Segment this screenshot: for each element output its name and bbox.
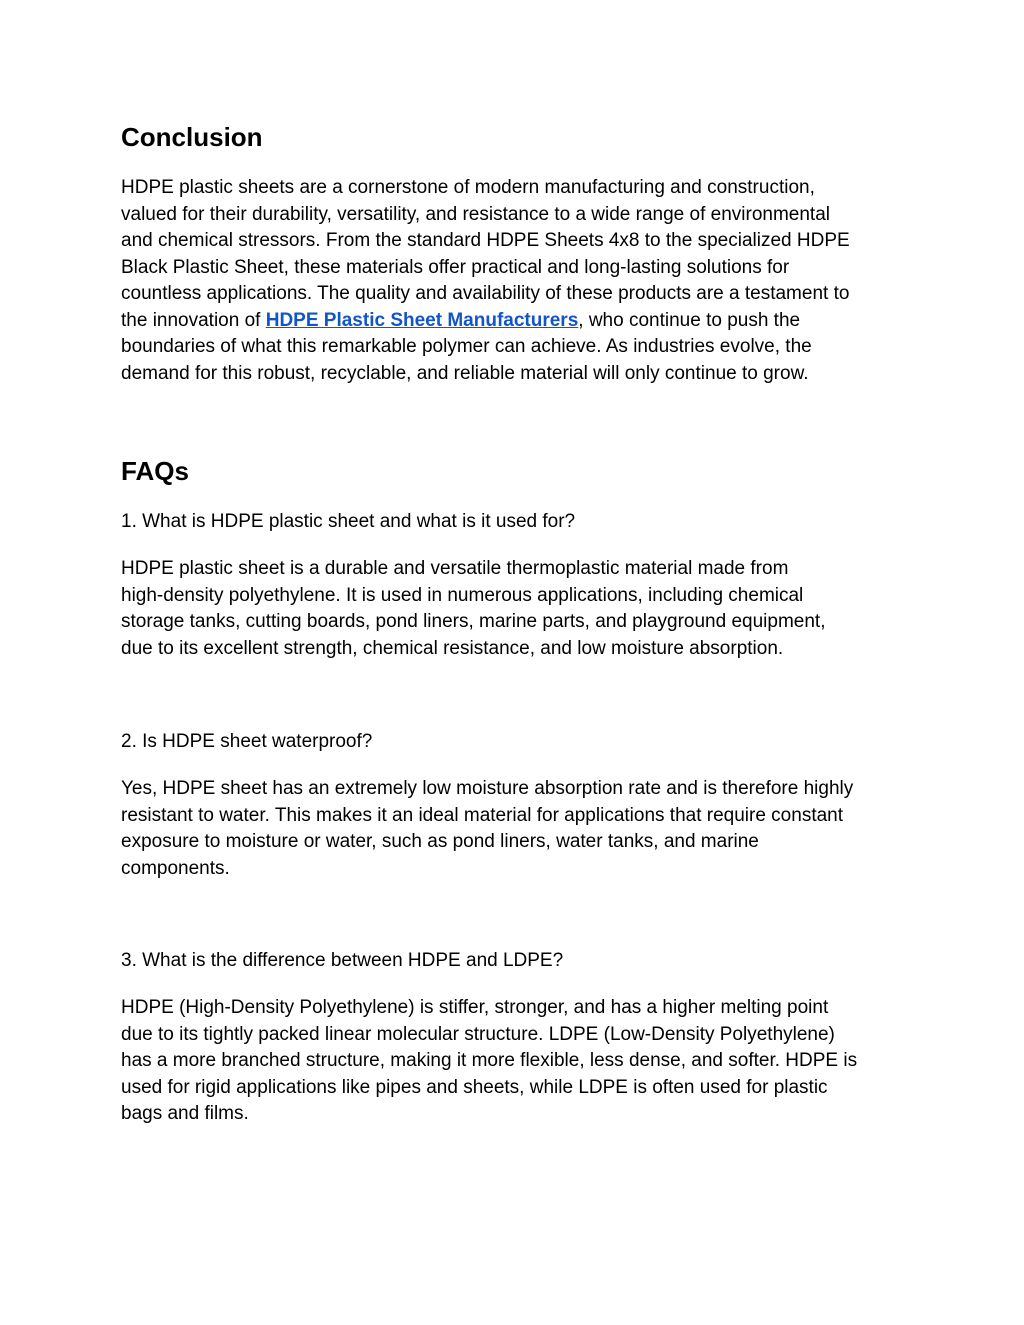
text-line: due to its excellent strength, chemical resistance, and low moisture absorption. — [121, 637, 784, 659]
text-line: has a more branched structure, making it more flexible, less dense, and softer. HDPE is — [121, 1050, 858, 1071]
text-line: components. — [121, 857, 230, 879]
faqs-heading: FAQs — [121, 456, 189, 486]
text-line: exposure to moisture or water, such as pond liners, water tanks, and marine — [121, 831, 759, 852]
conclusion-heading: Conclusion — [121, 122, 263, 152]
text-line: resistant to water. This makes it an ideal material for applications that require constant — [121, 804, 844, 826]
text-line: high-density polyethylene. It is used in numerous applications, including chemical — [121, 584, 804, 606]
text-line: HDPE plastic sheets are a cornerstone of modern manufacturing and construction, — [121, 177, 815, 198]
text-line: Yes, HDPE sheet has an extremely low moisture absorption rate and is therefore highly — [121, 778, 854, 799]
faq-answer — [121, 556, 825, 662]
text-line: Black Plastic Sheet, these materials offer practical and long-lasting solutions for — [121, 256, 790, 278]
text-line: HDPE (High-Density Polyethylene) is stiffer, stronger, and has a higher melting point — [121, 997, 829, 1018]
manufacturers-link[interactable]: HDPE Plastic Sheet Manufacturers — [265, 309, 579, 331]
text-line: storage tanks, cutting boards, pond liners, marine parts, and playground equipment, — [121, 611, 826, 632]
text-line: due to its tightly packed linear molecular structure. LDPE (Low-Density Polyethylene) — [121, 1023, 835, 1045]
text-line: and chemical stressors. From the standard HDPE Sheets 4x8 to the specialized HDPE — [121, 230, 850, 251]
text: , who continue to push the — [578, 309, 801, 331]
faq-question: 1. What is HDPE plastic sheet and what is it used for? — [121, 511, 576, 532]
conclusion-paragraph — [121, 175, 850, 387]
text-line: HDPE plastic sheet is a durable and versatile thermoplastic material made from — [121, 558, 789, 579]
text-line: bags and films. — [121, 1103, 249, 1124]
text: the innovation of — [121, 309, 266, 331]
faq-question: 2. Is HDPE sheet waterproof? — [121, 731, 373, 752]
faq-answer — [121, 995, 857, 1128]
text-line: used for rigid applications like pipes and sheets, while LDPE is often used for plastic — [121, 1076, 828, 1098]
text-line-with-link — [121, 308, 850, 335]
text-line: countless applications. The quality and availability of these products are a testament to — [121, 283, 850, 304]
text-line: boundaries of what this remarkable polymer can achieve. As industries evolve, the — [121, 336, 812, 357]
faq-question: 3. What is the difference between HDPE and LDPE? — [121, 950, 564, 971]
faq-answer — [121, 776, 853, 882]
text-line: demand for this robust, recyclable, and reliable material will only continue to grow. — [121, 362, 809, 384]
text-line: valued for their durability, versatility, and resistance to a wide range of environmental — [121, 203, 830, 225]
